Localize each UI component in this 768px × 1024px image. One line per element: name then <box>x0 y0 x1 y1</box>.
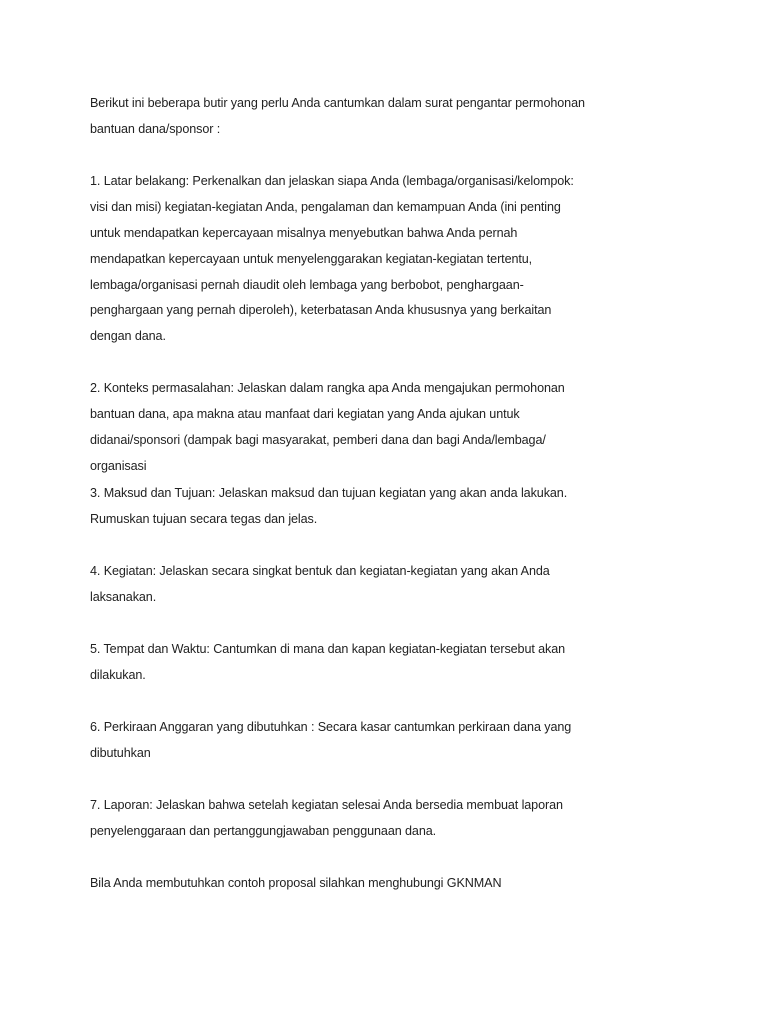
item-1-line-2: visi dan misi) kegiatan-kegiatan Anda, pengalaman dan kemampuan Anda (ini penting <box>90 200 561 214</box>
item-2-line-4: organisasi <box>90 459 147 473</box>
intro-line-2: bantuan dana/sponsor : <box>90 122 221 136</box>
item-2-line-2: bantuan dana, apa makna atau manfaat dari kegiatan yang Anda ajukan untuk <box>90 407 520 421</box>
intro-line-1: Berikut ini beberapa butir yang perlu Anda cantumkan dalam surat pengantar permohonan <box>90 96 585 110</box>
item-1-line-6: penghargaan yang pernah diperoleh), keterbatasan Anda khususnya yang berkaitan <box>90 303 552 317</box>
item-5-line-1: 5. Tempat dan Waktu: Cantumkan di mana dan kapan kegiatan-kegiatan tersebut akan <box>90 642 566 656</box>
closing-line: Bila Anda membutuhkan contoh proposal silahkan menghubungi GKNMAN <box>90 876 502 890</box>
item-1-line-3: untuk mendapatkan kepercayaan misalnya menyebutkan bahwa Anda pernah <box>90 226 518 240</box>
item-5-line-2: dilakukan. <box>90 668 146 682</box>
item-7-line-2: penyelenggaraan dan pertanggungjawaban penggunaan dana. <box>90 824 437 838</box>
item-4-line-1: 4. Kegiatan: Jelaskan secara singkat bentuk dan kegiatan-kegiatan yang akan Anda <box>90 564 550 578</box>
item-6-line-1: 6. Perkiraan Anggaran yang dibutuhkan : Secara kasar cantumkan perkiraan dana yang <box>90 720 572 734</box>
item-4-line-2: laksanakan. <box>90 590 157 604</box>
item-2-line-1: 2. Konteks permasalahan: Jelaskan dalam rangka apa Anda mengajukan permohonan <box>90 381 565 395</box>
item-3-line-2: Rumuskan tujuan secara tegas dan jelas. <box>90 512 318 526</box>
item-1-line-5: lembaga/organisasi pernah diaudit oleh lembaga yang berbobot, penghargaan- <box>90 278 524 292</box>
item-3-line-1: 3. Maksud dan Tujuan: Jelaskan maksud dan tujuan kegiatan yang akan anda lakukan. <box>90 486 568 500</box>
item-1-line-7: dengan dana. <box>90 329 166 343</box>
item-1-line-4: mendapatkan kepercayaan untuk menyelenggarakan kegiatan-kegiatan tertentu, <box>90 252 533 266</box>
item-1-line-1: 1. Latar belakang: Perkenalkan dan jelaskan siapa Anda (lembaga/organisasi/kelompok: <box>90 174 574 188</box>
item-2-line-3: didanai/sponsori (dampak bagi masyarakat, pemberi dana dan bagi Anda/lembaga/ <box>90 433 546 447</box>
item-6-line-2: dibutuhkan <box>90 746 151 760</box>
item-7-line-1: 7. Laporan: Jelaskan bahwa setelah kegiatan selesai Anda bersedia membuat laporan <box>90 798 563 812</box>
